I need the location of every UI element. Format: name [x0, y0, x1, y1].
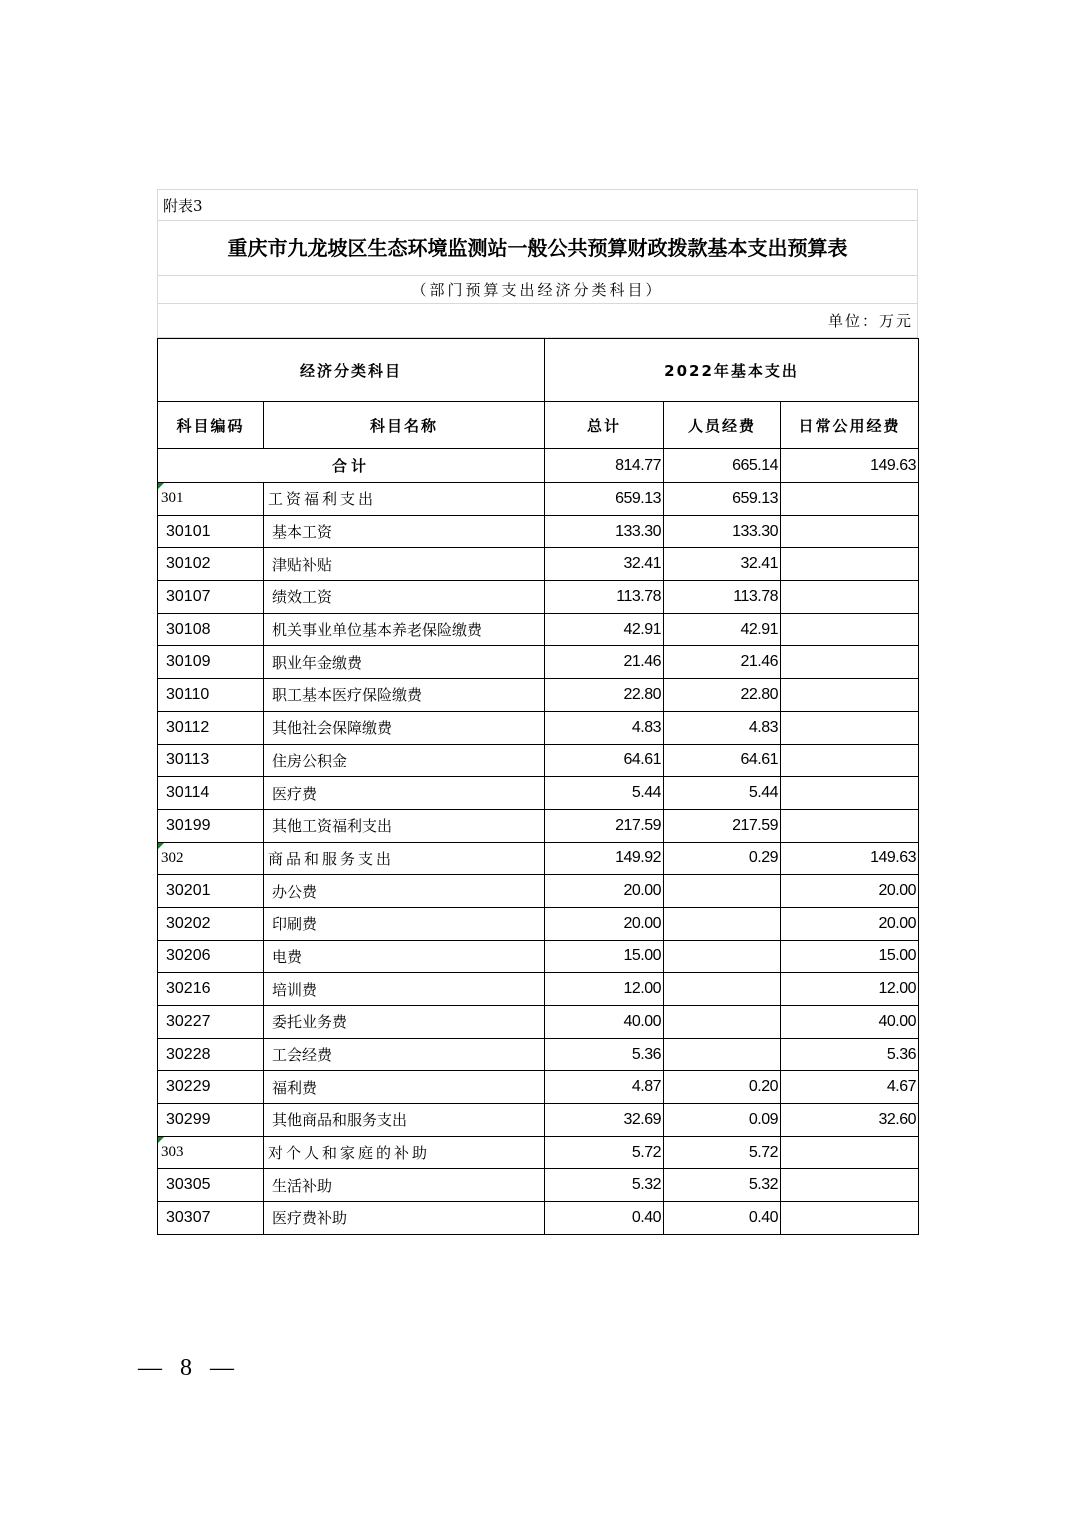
- table-row: [158, 777, 919, 810]
- row-code: 30216: [158, 973, 264, 1006]
- row-personnel: [664, 940, 781, 973]
- row-code: 30101: [158, 515, 264, 548]
- row-public: [781, 483, 919, 516]
- row-total: 42.91: [545, 613, 664, 646]
- row-total: 5.32: [545, 1169, 664, 1202]
- table-row: [158, 711, 919, 744]
- row-total: 5.72: [545, 1136, 664, 1169]
- row-personnel: 42.91: [664, 613, 781, 646]
- row-name: 其他工资福利支出: [264, 809, 545, 842]
- row-total: 0.40: [545, 1202, 664, 1235]
- row-total: 21.46: [545, 646, 664, 679]
- table-title: 重庆市九龙坡区生态环境监测站一般公共预算财政拨款基本支出预算表: [157, 221, 918, 276]
- row-public: [781, 548, 919, 581]
- page-number: — 8 —: [138, 1355, 240, 1381]
- table-row: [158, 1006, 919, 1039]
- table-row: [158, 1136, 919, 1169]
- row-total: 20.00: [545, 875, 664, 908]
- table-row: [158, 940, 919, 973]
- row-total: 12.00: [545, 973, 664, 1006]
- table-row: [158, 1202, 919, 1235]
- budget-sheet: [157, 189, 918, 1235]
- row-personnel: [664, 1038, 781, 1071]
- row-total: 149.92: [545, 842, 664, 875]
- row-name: 其他商品和服务支出: [264, 1104, 545, 1137]
- row-total: 32.69: [545, 1104, 664, 1137]
- row-code: 30229: [158, 1071, 264, 1104]
- header-code: 科目编码: [158, 402, 264, 449]
- row-public: [781, 777, 919, 810]
- table-row: [158, 1169, 919, 1202]
- row-name: 生活补助: [264, 1169, 545, 1202]
- row-code: 30107: [158, 581, 264, 614]
- row-code: 30102: [158, 548, 264, 581]
- row-public: 32.60: [781, 1104, 919, 1137]
- row-name: 福利费: [264, 1071, 545, 1104]
- row-code: 30108: [158, 613, 264, 646]
- unit-label: 单位：万元: [157, 304, 918, 338]
- row-name: 机关事业单位基本养老保险缴费: [264, 613, 545, 646]
- row-public: [781, 679, 919, 712]
- row-total: 113.78: [545, 581, 664, 614]
- row-personnel: 0.20: [664, 1071, 781, 1104]
- row-code: 30228: [158, 1038, 264, 1071]
- budget-table: [157, 338, 919, 1235]
- row-code: 302: [158, 842, 264, 875]
- annex-label: 附表3: [157, 189, 918, 221]
- header-row-1: [158, 339, 919, 402]
- row-name: 电费: [264, 940, 545, 973]
- row-total: 40.00: [545, 1006, 664, 1039]
- row-name: 其他社会保障缴费: [264, 711, 545, 744]
- row-name: 基本工资: [264, 515, 545, 548]
- row-code: 30227: [158, 1006, 264, 1039]
- header-name: 科目名称: [264, 402, 545, 449]
- row-personnel: [664, 875, 781, 908]
- header-personnel: 人员经费: [664, 402, 781, 449]
- row-total: 659.13: [545, 483, 664, 516]
- row-code: 30305: [158, 1169, 264, 1202]
- header-row-2: [158, 402, 919, 449]
- row-public: [781, 613, 919, 646]
- summary-total: 814.77: [545, 449, 664, 483]
- row-public: [781, 744, 919, 777]
- table-row: [158, 875, 919, 908]
- row-personnel: 5.44: [664, 777, 781, 810]
- header-total: 总计: [545, 402, 664, 449]
- row-name: 住房公积金: [264, 744, 545, 777]
- row-public: 40.00: [781, 1006, 919, 1039]
- row-name: 职业年金缴费: [264, 646, 545, 679]
- row-code: 30109: [158, 646, 264, 679]
- table-subtitle: （部门预算支出经济分类科目）: [157, 276, 918, 304]
- table-row: [158, 646, 919, 679]
- row-total: 64.61: [545, 744, 664, 777]
- header-public: 日常公用经费: [781, 402, 919, 449]
- table-row: [158, 744, 919, 777]
- row-name: 绩效工资: [264, 581, 545, 614]
- table-row: [158, 679, 919, 712]
- row-code: 30110: [158, 679, 264, 712]
- row-personnel: 4.83: [664, 711, 781, 744]
- row-public: [781, 581, 919, 614]
- row-total: 22.80: [545, 679, 664, 712]
- header-econ-class: 经济分类科目: [158, 339, 545, 402]
- row-public: [781, 515, 919, 548]
- row-personnel: 659.13: [664, 483, 781, 516]
- row-personnel: 0.40: [664, 1202, 781, 1235]
- table-row: [158, 809, 919, 842]
- row-personnel: 133.30: [664, 515, 781, 548]
- row-name: 对个人和家庭的补助: [264, 1136, 545, 1169]
- row-name: 商品和服务支出: [264, 842, 545, 875]
- row-total: 4.87: [545, 1071, 664, 1104]
- row-code: 30201: [158, 875, 264, 908]
- row-name: 工资福利支出: [264, 483, 545, 516]
- row-code: 30199: [158, 809, 264, 842]
- row-total: 5.44: [545, 777, 664, 810]
- row-name: 工会经费: [264, 1038, 545, 1071]
- row-public: 20.00: [781, 907, 919, 940]
- row-personnel: 0.09: [664, 1104, 781, 1137]
- row-personnel: 5.72: [664, 1136, 781, 1169]
- row-personnel: 113.78: [664, 581, 781, 614]
- row-name: 培训费: [264, 973, 545, 1006]
- table-row: [158, 1071, 919, 1104]
- table-row: [158, 907, 919, 940]
- summary-public: 149.63: [781, 449, 919, 483]
- row-public: [781, 1169, 919, 1202]
- row-total: 15.00: [545, 940, 664, 973]
- row-total: 5.36: [545, 1038, 664, 1071]
- row-code: 30202: [158, 907, 264, 940]
- row-public: [781, 1202, 919, 1235]
- row-public: [781, 809, 919, 842]
- row-total: 133.30: [545, 515, 664, 548]
- row-public: 5.36: [781, 1038, 919, 1071]
- summary-label: 合计: [158, 449, 545, 483]
- row-name: 办公费: [264, 875, 545, 908]
- table-row: [158, 581, 919, 614]
- row-public: 20.00: [781, 875, 919, 908]
- row-code: 30307: [158, 1202, 264, 1235]
- row-public: 15.00: [781, 940, 919, 973]
- table-row: [158, 842, 919, 875]
- row-public: [781, 711, 919, 744]
- row-personnel: [664, 907, 781, 940]
- row-public: 12.00: [781, 973, 919, 1006]
- row-public: [781, 646, 919, 679]
- row-total: 4.83: [545, 711, 664, 744]
- table-row: [158, 548, 919, 581]
- header-year-basic: 2022年基本支出: [545, 339, 919, 402]
- row-public: 149.63: [781, 842, 919, 875]
- row-public: [781, 1136, 919, 1169]
- row-name: 印刷费: [264, 907, 545, 940]
- row-personnel: [664, 1006, 781, 1039]
- row-code: 30114: [158, 777, 264, 810]
- table-row: [158, 973, 919, 1006]
- row-total: 20.00: [545, 907, 664, 940]
- row-code: 30113: [158, 744, 264, 777]
- row-total: 217.59: [545, 809, 664, 842]
- row-personnel: 5.32: [664, 1169, 781, 1202]
- summary-personnel: 665.14: [664, 449, 781, 483]
- row-code: 30112: [158, 711, 264, 744]
- table-row: [158, 1038, 919, 1071]
- row-personnel: 22.80: [664, 679, 781, 712]
- row-code: 303: [158, 1136, 264, 1169]
- row-public: 4.67: [781, 1071, 919, 1104]
- row-name: 医疗费补助: [264, 1202, 545, 1235]
- row-name: 职工基本医疗保险缴费: [264, 679, 545, 712]
- table-row: [158, 483, 919, 516]
- summary-row: [158, 449, 919, 483]
- row-personnel: [664, 973, 781, 1006]
- row-personnel: 21.46: [664, 646, 781, 679]
- row-personnel: 0.29: [664, 842, 781, 875]
- table-row: [158, 515, 919, 548]
- row-personnel: 217.59: [664, 809, 781, 842]
- row-name: 津贴补贴: [264, 548, 545, 581]
- row-code: 301: [158, 483, 264, 516]
- row-name: 医疗费: [264, 777, 545, 810]
- row-code: 30299: [158, 1104, 264, 1137]
- row-name: 委托业务费: [264, 1006, 545, 1039]
- row-code: 30206: [158, 940, 264, 973]
- table-row: [158, 1104, 919, 1137]
- row-personnel: 64.61: [664, 744, 781, 777]
- row-total: 32.41: [545, 548, 664, 581]
- table-row: [158, 613, 919, 646]
- row-personnel: 32.41: [664, 548, 781, 581]
